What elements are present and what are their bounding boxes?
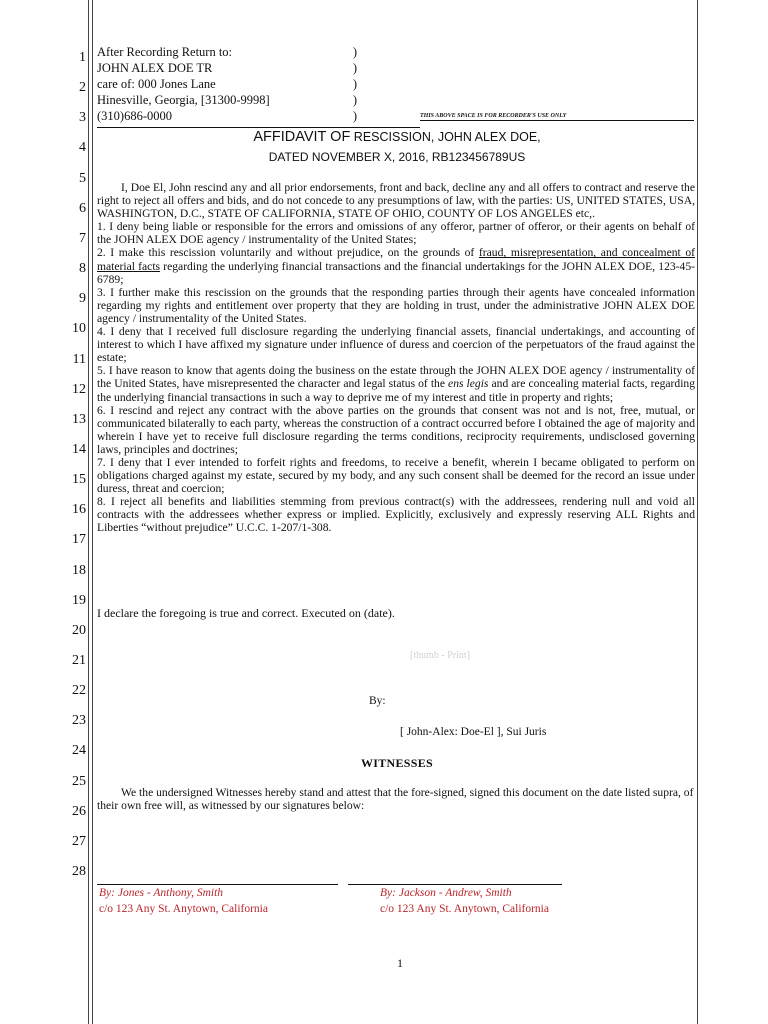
signature-by-label: By: bbox=[369, 695, 386, 707]
intro-paragraph: I, Doe El, John rescind any and all prior endorsements, front and back, decline any and all offers to contract and reserve the right to reject all offers and bids, and do not concede to any presumptions of law, with the parties: US, UNITED STATES, USA, WASHINGTON, D.C., STATE OF CALIFORNIA, STATE OF OHIO, COUNTY OF LOS ANGELES etc,. bbox=[97, 181, 695, 221]
line-number: 13 bbox=[72, 412, 86, 427]
document-title: AFFIDAVIT OF RESCISSION, JOHN ALEX DOE, bbox=[253, 129, 541, 145]
witnesses-heading: WITNESSES bbox=[360, 756, 434, 770]
header-line: JOHN ALEX DOE TR ) bbox=[97, 61, 357, 75]
witness-left-name: By: Jones - Anthony, Smith bbox=[99, 887, 224, 899]
clause-4: 4. I deny that I received full disclosure regarding the underlying financial assets, financial undertakings, and accounting of interest to which I have affixed my signature under influence of duress and coercion of the perpetuators of the fraud against the estate; bbox=[97, 325, 695, 365]
line-number: 20 bbox=[72, 623, 86, 638]
header-underline bbox=[97, 113, 420, 128]
witness-right-address: c/o 123 Any St. Anytown, California bbox=[380, 903, 549, 915]
header-line: After Recording Return to: ) bbox=[97, 45, 357, 59]
line-number: 9 bbox=[79, 291, 86, 306]
margin-rule-left-outer bbox=[88, 0, 89, 1024]
declaration: I declare the foregoing is true and correct. Executed on (date). bbox=[97, 606, 395, 620]
witness-left-address: c/o 123 Any St. Anytown, California bbox=[99, 903, 268, 915]
line-number: 2 bbox=[79, 80, 86, 95]
clause-7: 7. I deny that I ever intended to forfeit rights and freedoms, to receive a benefit, wherein I became obligated to perform on obligations charged against my estate, secured by my body, and any such consent shall be deemed for the record an issue under duress, threat and coercion; bbox=[97, 455, 695, 496]
line-number: 25 bbox=[72, 774, 86, 789]
margin-rule-right bbox=[697, 0, 698, 1024]
line-number: 5 bbox=[79, 171, 86, 186]
line-number: 6 bbox=[79, 201, 86, 216]
line-number: 28 bbox=[72, 864, 86, 879]
affidavit-body bbox=[97, 181, 695, 535]
recording-header bbox=[97, 44, 357, 124]
line-number: 18 bbox=[72, 563, 86, 578]
line-number: 12 bbox=[72, 382, 86, 397]
line-number: 26 bbox=[72, 804, 86, 819]
header-line: care of: 000 Jones Lane ) bbox=[97, 77, 357, 91]
witness-statement: We the undersigned Witnesses hereby stand and attest that the fore-signed, signed this document on the date listed supra, of their own free will, as witnessed by our signatures below: bbox=[97, 786, 694, 813]
line-number: 8 bbox=[79, 261, 86, 276]
document-date-line: DATED NOVEMBER X, 2016, RB123456789US bbox=[268, 150, 526, 164]
line-number: 22 bbox=[72, 683, 86, 698]
witness-left bbox=[99, 885, 268, 917]
line-number: 4 bbox=[79, 140, 86, 155]
line-number: 7 bbox=[79, 231, 86, 246]
line-number: 16 bbox=[72, 502, 86, 517]
clause-5: 5. I have reason to know that agents doing the business on the estate through the JOHN ALEX DOE agency / instrumentality of the United States, have misrepresented the character and legal status of the ens legis and are concealing material facts, regarding the underlying financial transactions in such a way to deprive me of my interest and title in property and rights; bbox=[97, 364, 696, 404]
clause-6: 6. I rescind and reject any contract with the above parties on the grounds that consent was not and is not, free, mutual, or communicated bilaterally to each party, whereas the construction of a contract occurred before I obtained the age of majority and wherein I have yet to receive full disclosure regarding the terms conditions, reciprocity requirements, undisclosed governing laws, principles and doctrines; bbox=[97, 403, 696, 456]
line-number: 10 bbox=[72, 321, 86, 336]
margin-rule-left-inner bbox=[92, 0, 93, 1024]
clause-2: 2. I make this rescission voluntarily and without prejudice, on the grounds of fraud, misrepresentation, and concealment of material facts regarding the underlying financial transactions and the financial undertakings for the JOHN ALEX DOE, 123-45-6789; bbox=[97, 246, 695, 286]
line-number: 17 bbox=[72, 532, 86, 547]
line-number: 15 bbox=[72, 472, 86, 487]
line-number: 21 bbox=[72, 653, 86, 668]
clause-8: 8. I reject all benefits and liabilities stemming from previous contract(s) with the addressees, rendering null and void all contracts with the addressees whether express or implied. Explicitly, exclusively and expressly reserving ALL Rights and Liberties “without prejudice” U.C.C. 1-207/1-308. bbox=[97, 495, 695, 535]
clause-1: 1. I deny being liable or responsible for the errors and omissions of any offeror, partner of offeror, or their agents on behalf of the JOHN ALEX DOE agency / instrumentality of the United States; bbox=[97, 220, 695, 247]
line-number: 3 bbox=[79, 110, 86, 125]
line-number: 11 bbox=[72, 352, 86, 367]
witness-right-name: By: Jackson - Andrew, Smith bbox=[380, 887, 512, 899]
clause-3: 3. I further make this rescission on the grounds that the responding parties through their agents have concealed information regarding my rights and entitlement over property that they are holding in trust, under the administrative JOHN ALEX DOE agency / instrumentality of the United States. bbox=[97, 285, 695, 325]
line-number: 24 bbox=[72, 743, 86, 758]
header-line: (310)686-0000 ) bbox=[97, 109, 357, 123]
line-number: 23 bbox=[72, 713, 86, 728]
line-number: 19 bbox=[72, 593, 86, 608]
line-number: 27 bbox=[72, 834, 86, 849]
line-number: 1 bbox=[79, 50, 86, 65]
signer-name: [ John-Alex: Doe-El ], Sui Juris bbox=[400, 726, 547, 738]
recorder-space-note: THIS ABOVE SPACE IS FOR RECORDER'S USE ONLY bbox=[420, 113, 694, 121]
line-number: 14 bbox=[72, 442, 86, 457]
header-line: Hinesville, Georgia, [31300-9998] ) bbox=[97, 93, 357, 107]
witness-right bbox=[380, 885, 549, 917]
thumb-print-placeholder: [thumb - Print] bbox=[410, 650, 470, 661]
page-number: 1 bbox=[397, 956, 403, 970]
